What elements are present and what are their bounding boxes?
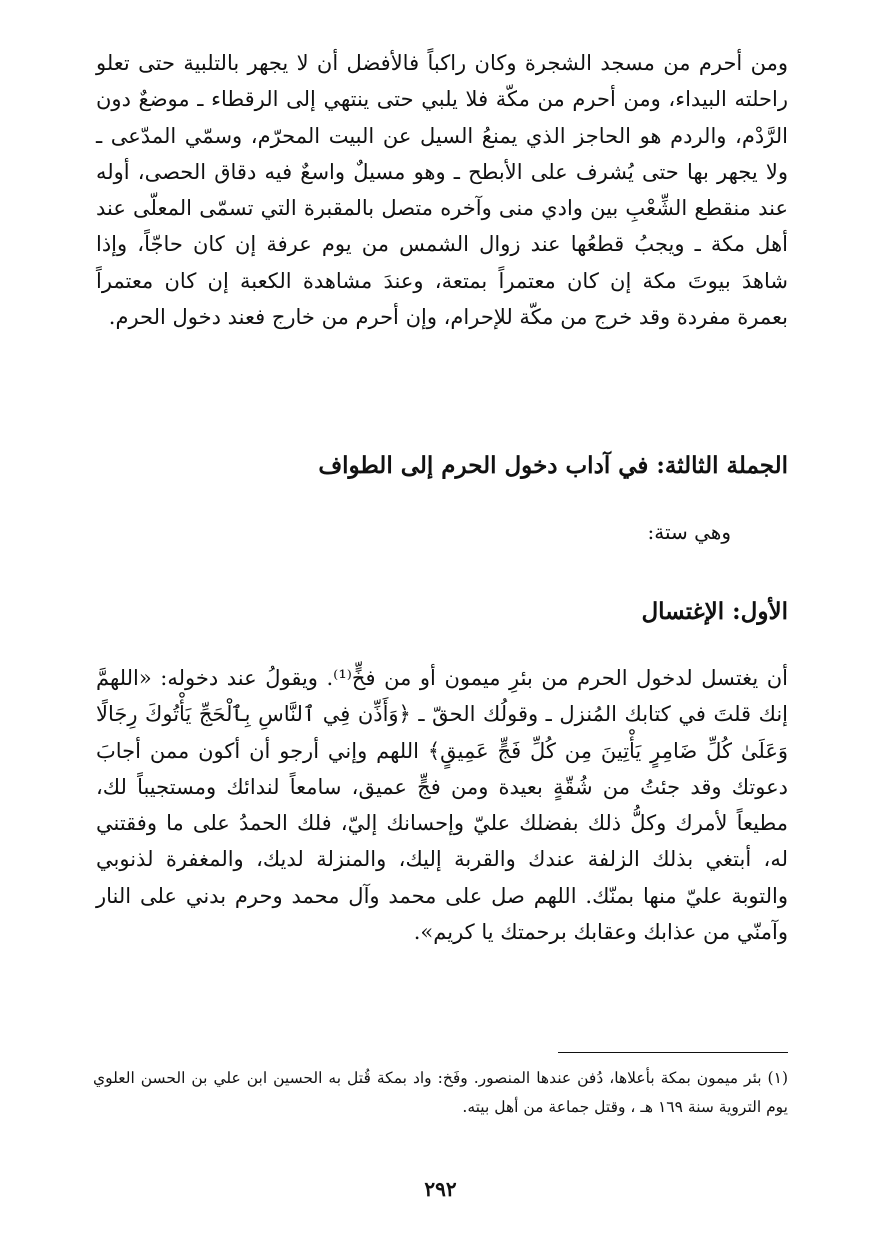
footnote-divider <box>558 1052 788 1053</box>
section-heading-third: الجملة الثالثة: في آداب دخول الحرم إلى الطواف <box>318 452 788 479</box>
intro-line: وهي ستة: <box>647 520 731 544</box>
subheading-first-ghusl: الأول: الإغتسال <box>641 598 788 625</box>
page-number: ٢٩٢ <box>424 1177 457 1201</box>
paragraph-ihram-talbiya: ومن أحرم من مسجد الشجرة وكان راكباً فالأفضل أن لا يجهر بالتلبية حتى تعلو راحلته البيداء، ومن أحرم من مكّة فلا يلبي حتى ينتهي إلى الرقطاء ـ موضعٌ دون الرَّدْم، والردم هو الحاجز الذي يمنعُ السيل عن البيت المحرّم، وسمّي المدّعى ـ ولا يجهر بها حتى يُشرف على الأبطح ـ وهو مسيلٌ واسعٌ فيه دقاق الحصى، أوله عند منقطع الشِّعْبِ بين وادي منى وآخره متصل بالمقبرة التي تسمّى المعلّى عند أهل مكة ـ ويجبُ قطعُها عند زوال الشمس من يوم عرفة إن كان حاجّاً، وإذا شاهدَ بيوتَ مكة إن كان معتمراً بمتعة، وعندَ مشاهدة الكعبة إن كان معتمراً بعمرة مفردة وقد خرج من مكّة للإحرام، وإن أحرم من خارج فعند دخول الحرم. <box>96 51 788 330</box>
footnote: (١) بئر ميمون بمكة بأعلاها، دُفن عندها المنصور. وفَخ: واد بمكة قُتل به الحسين ابن علي بن الحسن العلوي يوم التروية سنة ١٦٩ هـ ، وقتل جماعة من أهل بيته. <box>93 1069 788 1116</box>
paragraph-ghusl-dua: أن يغتسل لدخول الحرم من بئرِ ميمون أو من فخٍّ⁽¹⁾. ويقولُ عند دخوله: «اللهمَّ إنك قلتَ في كتابك المُنزل ـ وقولُك الحقّ ـ ﴿وَأَذِّن فِي ٱلنَّاسِ بِٱلْحَجِّ يَأْتُوكَ رِجَالًا وَعَلَىٰ كُلِّ ضَامِرٍ يَأْتِينَ مِن كُلِّ فَجٍّ عَمِيقٍ﴾ اللهم وإني أرجو أن أكون ممن أجابَ دعوتك وقد جئتُ من شُقّةٍ بعيدة ومن فجٍّ عميق، سامعاً لندائك ومستجيباً لك، مطيعاً لأمرك وكلُّ ذلك بفضلك عليّ وإحسانك إليّ، فلك الحمدُ على ما وفقتني له، أبتغي بذلك الزلفة عندك والقربة إليك، والمنزلة لديك، والمغفرة لذنوبي والتوبة عليّ منها بمنّك. اللهم صل على محمد وآل محمد وحرم بدني على النار وآمنّي من عذابك وعقابك برحمتك يا كريم». <box>96 666 788 945</box>
